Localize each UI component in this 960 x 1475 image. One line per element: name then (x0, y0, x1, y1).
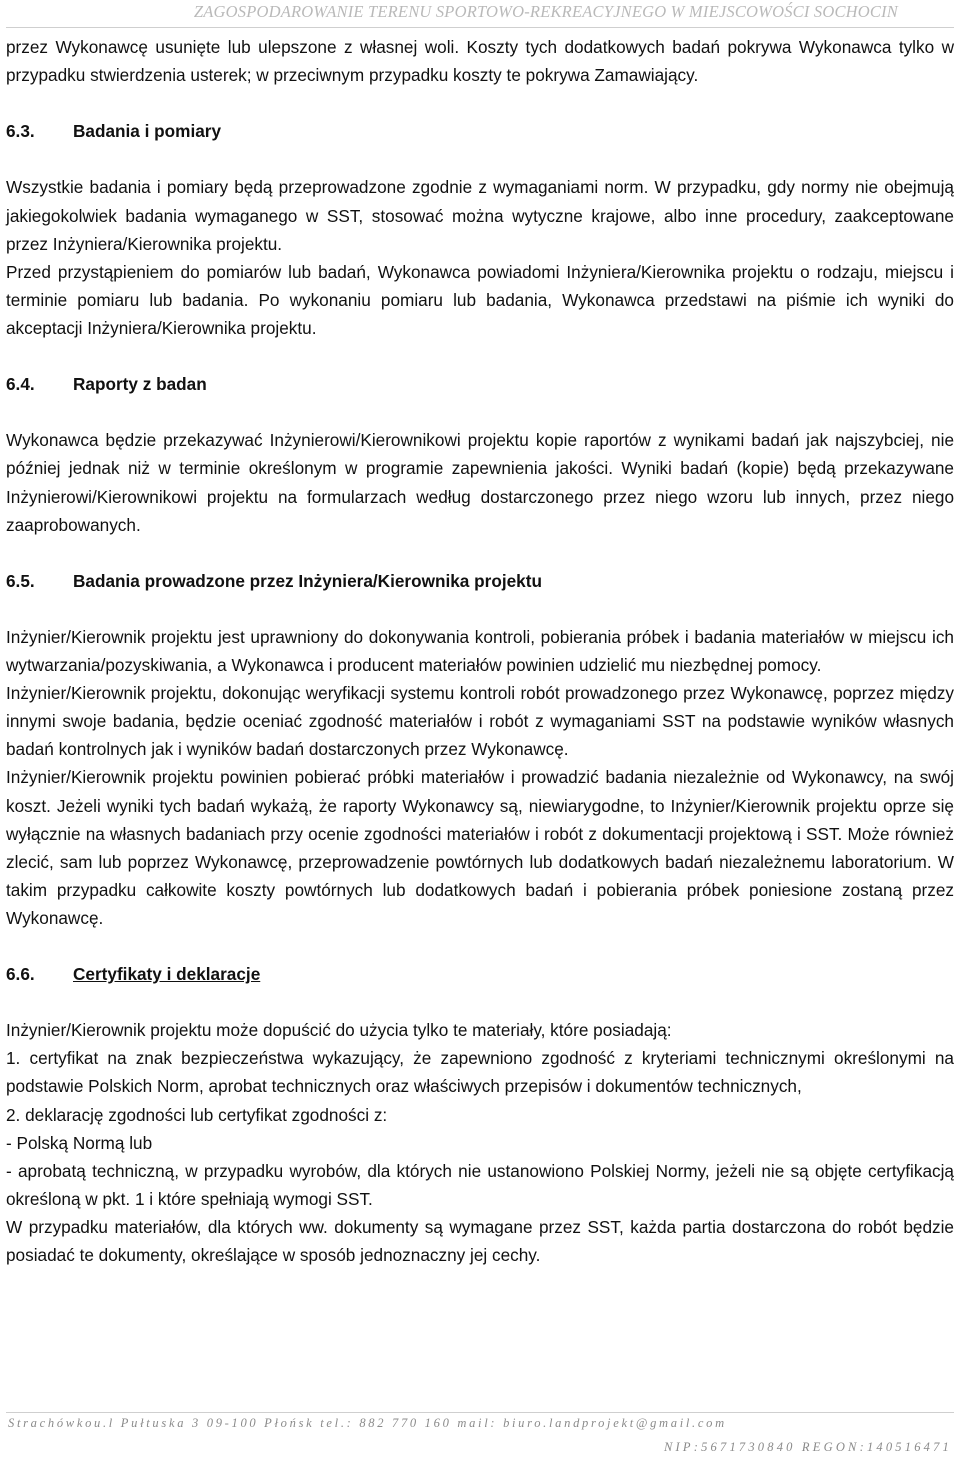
section-title: Certyfikaty i deklaracje (73, 964, 261, 985)
section-number: 6.3. (6, 121, 35, 142)
section-6-4-heading (6, 370, 954, 398)
section-number: 6.5. (6, 570, 35, 591)
paragraph: Inżynier/Kierownik projektu powinien pobierać próbki materiałów i prowadzić badania niezależnie od Wykonawcy, na swój koszt. Jeżeli wyniki tych badań wykażą, że raporty Wykonawcy są, niewiarygodne, to Inżynier/Kierownik projektu oprze się wyłącznie na własnych badaniach przy ocenie zgodności materiałów i robót z dokumentacji projektową i SST. Może również zlecić, sam lub poprzez Wykonawcę, przeprowadzenie powtórnych lub dodatkowych badań niezależnemu laboratorium. W takim przypadku całkowite koszty powtórnych lub dodatkowych badań i pobierania próbek poniesione zostaną przez Wykonawcę. (6, 767, 954, 928)
header-divider (6, 27, 954, 28)
section-number: 6.6. (6, 964, 35, 985)
paragraph: Wykonawca będzie przekazywać Inżynierowi/Kierownikowi projektu kopie raportów z wynikami badań jak najszybciej, nie później jednak niż w terminie określonym w programie zapewnienia jakości. Wyniki badań (kopie) będą przekazywane Inżynierowi/Kierownikowi projektu na formularzach według dostarczonego przez niego wzoru lub innych, przez niego zaaprobowanych. (6, 430, 954, 535)
section-6-5-heading (6, 567, 954, 595)
footer-contact: Strachówkou.l Pułtuska 3 09-100 Płońsk tel.: 882 770 160 mail: biuro.landprojekt@gmail.com (8, 1416, 727, 1430)
document-header: ZAGOSPODAROWANIE TERENU SPORTOWO-REKREACYJNEGO W MIEJSCOWOŚCI SOCHOCIN (193, 2, 898, 21)
paragraph: Wszystkie badania i pomiary będą przeprowadzone zgodnie z wymaganiami norm. W przypadku, gdy normy nie obejmują jakiegokolwiek badania wymaganego w SST, stosować można wytyczne krajowe, albo inne procedury, zaakceptowane przez Inżyniera/Kierownika projektu. (6, 177, 954, 254)
section-title: Badania i pomiary (73, 121, 222, 142)
section-6-6-heading (6, 960, 954, 988)
section-title: Raporty z badan (73, 374, 207, 395)
paragraph: Inżynier/Kierownik projektu może dopuścić do użycia tylko te materiały, które posiadają: (6, 1020, 672, 1041)
footer-divider (6, 1412, 954, 1413)
list-item: - Polską Normą lub (6, 1132, 153, 1153)
paragraph: Inżynier/Kierownik projektu jest uprawniony do dokonywania kontroli, pobierania próbek i badania materiałów w miejscu ich wytwarzania/pozyskiwania, a Wykonawca i producent materiałów powinien udzielić mu niezbędnej pomocy. (6, 626, 954, 676)
list-item: - aprobatą techniczną, w przypadku wyrobów, dla których nie ustanowiono Polskiej Normy, jeżeli nie są objęte certyfikacją określoną w pkt. 1 i które spełniają wymogi SST. (6, 1160, 954, 1209)
footer-registration: NIP:5671730840 REGON:140516471 (664, 1440, 952, 1454)
intro-paragraph: przez Wykonawcę usunięte lub ulepszone z własnej woli. Koszty tych dodatkowych badań pokrywa Wykonawca tylko w przypadku stwierdzenia usterek; w przeciwnym przypadku koszty te pokrywa Zamawiający. (6, 37, 954, 86)
section-6-3-heading (6, 117, 954, 145)
document-body (6, 33, 954, 1269)
paragraph: Inżynier/Kierownik projektu, dokonując weryfikacji systemu kontroli robót prowadzonego przez Wykonawcę, poprzez między innymi swoje badania, będzie oceniać zgodność materiałów i robót z wymaganiami SST na podstawie wyników własnych badań kontrolnych jak i wyników badań dostarczonych przez Wykonawcę. (6, 683, 954, 760)
list-item: 2. deklarację zgodności lub certyfikat zgodności z: (6, 1104, 388, 1125)
paragraph: Przed przystąpieniem do pomiarów lub badań, Wykonawca powiadomi Inżyniera/Kierownika projektu o rodzaju, miejscu i terminie pomiaru lub badania. Po wykonaniu pomiaru lub badania, Wykonawca przedstawi na piśmie ich wyniki do akceptacji Inżyniera/Kierownika projektu. (6, 261, 954, 338)
list-item: 1. certyfikat na znak bezpieczeństwa wykazujący, że zapewniono zgodność z kryteriami technicznymi określonymi na podstawie Polskich Norm, aprobat technicznych oraz właściwych przepisów i dokumentów technicznych, (6, 1048, 954, 1097)
paragraph: W przypadku materiałów, dla których ww. dokumenty są wymagane przez SST, każda partia dostarczona do robót będzie posiadać te dokumenty, określające w sposób jednoznaczny jej cechy. (6, 1216, 954, 1266)
section-number: 6.4. (6, 374, 35, 395)
section-title: Badania prowadzone przez Inżyniera/Kierownika projektu (73, 570, 542, 591)
